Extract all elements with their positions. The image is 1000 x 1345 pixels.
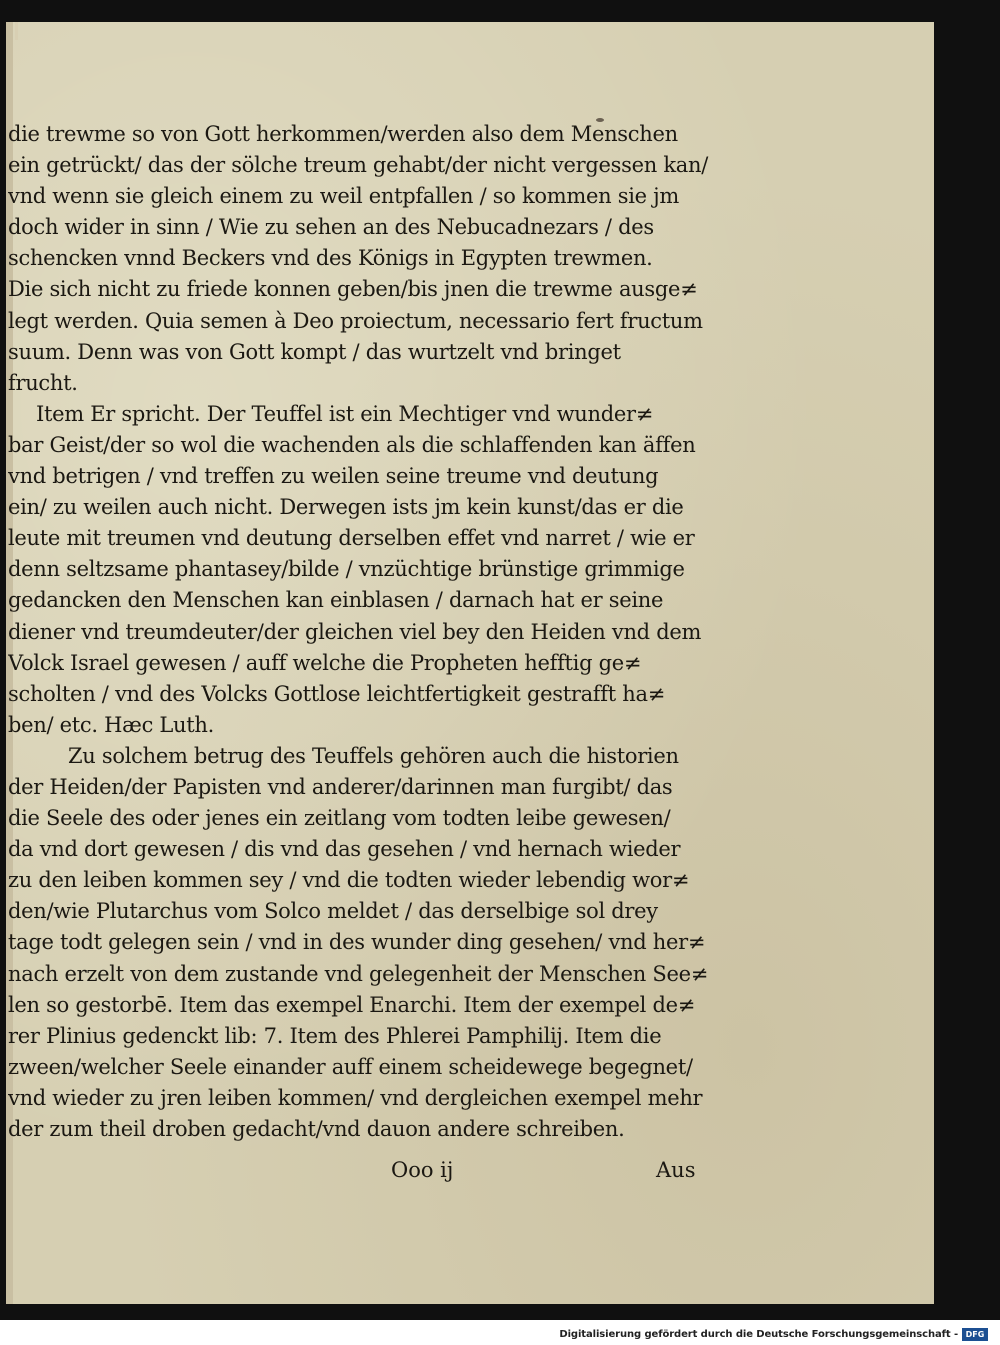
text-line: vnd wenn sie gleich einem zu weil entpfallen / so kommen sie jm xyxy=(8,184,679,209)
text-line: bar Geist/der so wol die wachenden als die schlaffenden kan äffen xyxy=(8,432,696,457)
text-line: gedancken den Menschen kan einblasen / darnach hat er seine xyxy=(8,588,664,613)
text-line: suum. Denn was von Gott kompt / das wurtzelt vnd bringet xyxy=(8,339,621,364)
text-line: den/wie Plutarchus vom Solco meldet / das derselbige sol drey xyxy=(8,899,658,924)
text-line: Die sich nicht zu friede konnen geben/bis jnen die trewme ausge≠ xyxy=(8,277,698,302)
text-line: vnd wieder zu jren leiben kommen/ vnd dergleichen exempel mehr xyxy=(8,1085,703,1110)
text-line: nach erzelt von dem zustande vnd gelegenheit der Menschen See≠ xyxy=(8,961,709,986)
text-line: vnd betrigen / vnd treffen zu weilen seine treume vnd deutung xyxy=(8,464,659,489)
text-line: tage todt gelegen sein / vnd in des wunder ding gesehen/ vnd her≠ xyxy=(8,930,706,955)
text-line: die trewme so von Gott herkommen/werden also dem Menschen xyxy=(8,122,678,146)
dfg-logo: DFG xyxy=(962,1328,988,1341)
text-line: leute mit treumen vnd deutung derselben effet vnd narret / wie er xyxy=(8,526,695,551)
book-page xyxy=(6,22,934,1304)
funding-credit xyxy=(559,1326,988,1342)
text-line: doch wider in sinn / Wie zu sehen an des Nebucadnezars / des xyxy=(8,215,654,240)
text-line: die Seele des oder jenes ein zeitlang vom todten leibe gewesen/ xyxy=(8,806,671,831)
text-line: ein getrückt/ das der sölche treum gehabt/der nicht vergessen kan/ xyxy=(8,153,708,178)
credit-text: Digitalisierung gefördert durch die Deutsche Forschungsgemeinschaft - xyxy=(559,1328,958,1340)
text-line: len so gestorbē. Item das exempel Enarchi. Item der exempel de≠ xyxy=(8,992,696,1017)
text-line: ein/ zu weilen auch nicht. Derwegen ists jm kein kunst/das er die xyxy=(8,495,684,520)
text-line: der Heiden/der Papisten vnd anderer/darinnen man furgibt/ das xyxy=(8,774,673,799)
text-line: zween/welcher Seele einander auff einem scheidewege begegnet/ xyxy=(8,1054,693,1079)
text-line: frucht. xyxy=(8,370,78,395)
text-line: zu den leiben kommen sey / vnd die todten wieder lebendig wor≠ xyxy=(8,868,690,893)
text-line: legt werden. Quia semen à Deo proiectum, necessario fert fructum xyxy=(8,308,703,333)
catchword: Aus xyxy=(656,1158,696,1182)
text-line: Item Er spricht. Der Teuffel ist ein Mechtiger vnd wunder≠ xyxy=(36,401,654,426)
page-footer xyxy=(6,1158,726,1192)
text-line: ben/ etc. Hæc Luth. xyxy=(8,712,215,737)
text-line: da vnd dort gewesen / dis vnd das gesehen / vnd hernach wieder xyxy=(8,837,681,862)
signature-mark: Ooo ij xyxy=(391,1158,454,1182)
text-line: schencken vnnd Beckers vnd des Königs in Egypten trewmen. xyxy=(8,246,653,271)
text-line: rer Plinius gedenckt lib: 7. Item des Phlerei Pamphilij. Item die xyxy=(8,1023,662,1048)
text-line: denn seltzsame phantasey/bilde / vnzüchtige brünstige grimmige xyxy=(8,557,685,582)
text-line: scholten / vnd des Volcks Gottlose leichtfertigkeit gestrafft ha≠ xyxy=(8,681,665,706)
text-line: der zum theil droben gedacht/vnd dauon andere schreiben. xyxy=(8,1117,625,1141)
text-line: diener vnd treumdeuter/der gleichen viel bey den Heiden vnd dem xyxy=(8,619,702,644)
text-line: Zu solchem betrug des Teuffels gehören auch die historien xyxy=(68,743,679,768)
text-line: Volck Israel gewesen / auff welche die Propheten hefftig ge≠ xyxy=(8,650,642,675)
page-edge-mark xyxy=(15,22,18,40)
body-text xyxy=(8,119,728,1145)
